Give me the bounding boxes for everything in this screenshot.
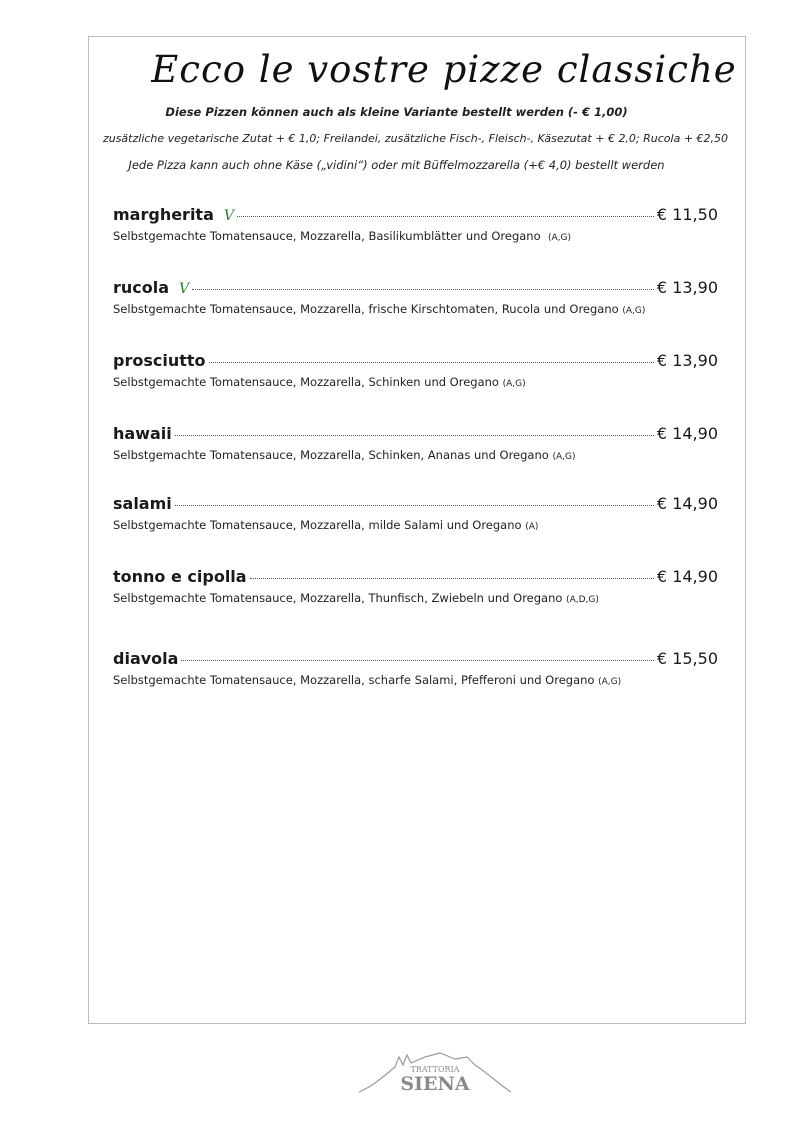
item-name: salami — [113, 494, 172, 513]
item-price: € 11,50 — [656, 205, 718, 224]
menu-item — [113, 424, 718, 462]
item-price: € 15,50 — [656, 649, 718, 668]
dot-leader — [175, 505, 654, 506]
description-text: Selbstgemachte Tomatensauce, Mozzarella, Basilikumblätter und Oregano — [113, 229, 541, 243]
allergen-codes: (A,G) — [547, 233, 571, 243]
item-description — [113, 448, 718, 462]
vegetarian-icon: V — [223, 208, 234, 224]
allergen-codes: (A,G) — [622, 306, 646, 316]
menu-item — [113, 649, 718, 687]
description-text: Selbstgemachte Tomatensauce, Mozzarella, milde Salami und Oregano — [113, 518, 522, 532]
item-price: € 13,90 — [656, 351, 718, 370]
item-description — [113, 375, 718, 389]
description-text: Selbstgemachte Tomatensauce, Mozzarella, Schinken, Ananas und Oregano — [113, 448, 549, 462]
dot-leader — [237, 216, 654, 217]
menu-item — [113, 567, 718, 605]
description-text: Selbstgemachte Tomatensauce, Mozzarella, scharfe Salami, Pfefferoni und Oregano — [113, 673, 595, 687]
trattoria-siena-logo — [355, 1045, 515, 1095]
item-price: € 14,90 — [656, 494, 718, 513]
dot-leader — [192, 289, 654, 290]
item-name: prosciutto — [113, 351, 206, 370]
allergen-codes: (A) — [525, 522, 539, 532]
item-description — [113, 591, 718, 605]
item-name: rucola — [113, 278, 170, 297]
allergen-codes: (A,D,G) — [566, 595, 599, 605]
extra-toppings-note: zusätzliche vegetarische Zutat + € 1,0; Freilandei, zusätzliche Fisch-, Fleisch-, Käsezutat + € 2,0; Rucola + €2,50 — [102, 132, 729, 145]
item-description — [113, 229, 718, 243]
dot-leader — [209, 362, 654, 363]
vegetarian-icon: V — [179, 281, 190, 297]
logo-bottom-text: SIENA — [400, 1073, 470, 1095]
item-name: margherita — [113, 205, 214, 224]
description-text: Selbstgemachte Tomatensauce, Mozzarella, Thunfisch, Zwiebeln und Oregano — [113, 591, 563, 605]
allergen-codes: (A,G) — [552, 452, 576, 462]
item-name: tonno e cipolla — [113, 567, 247, 586]
allergen-codes: (A,G) — [598, 677, 622, 687]
item-name: diavola — [113, 649, 179, 668]
item-name: hawaii — [113, 424, 172, 443]
description-text: Selbstgemachte Tomatensauce, Mozzarella, Schinken und Oregano — [113, 375, 499, 389]
item-description — [113, 518, 718, 532]
description-text: Selbstgemachte Tomatensauce, Mozzarella, frische Kirschtomaten, Rucola und Oregano — [113, 302, 619, 316]
dot-leader — [181, 660, 653, 661]
item-description — [113, 302, 718, 316]
logo-top-text: TRATTORIA — [410, 1065, 460, 1074]
item-price: € 13,90 — [656, 278, 718, 297]
item-price: € 14,90 — [656, 424, 718, 443]
item-price: € 14,90 — [656, 567, 718, 586]
item-description — [113, 673, 718, 687]
dot-leader — [250, 578, 654, 579]
dot-leader — [175, 435, 654, 436]
cheese-options-note: Jede Pizza kann auch ohne Käse („vidini“) oder mit Büffelmozzarella (+€ 4,0) bestellt werden — [128, 158, 665, 172]
menu-item — [113, 205, 718, 243]
small-variant-note: Diese Pizzen können auch als kleine Variante bestellt werden (- € 1,00) — [165, 105, 628, 119]
menu-title: Ecco le vostre pizze classiche — [151, 48, 737, 91]
menu-item — [113, 351, 718, 389]
allergen-codes: (A,G) — [502, 379, 526, 389]
menu-item — [113, 494, 718, 532]
menu-item — [113, 278, 718, 316]
